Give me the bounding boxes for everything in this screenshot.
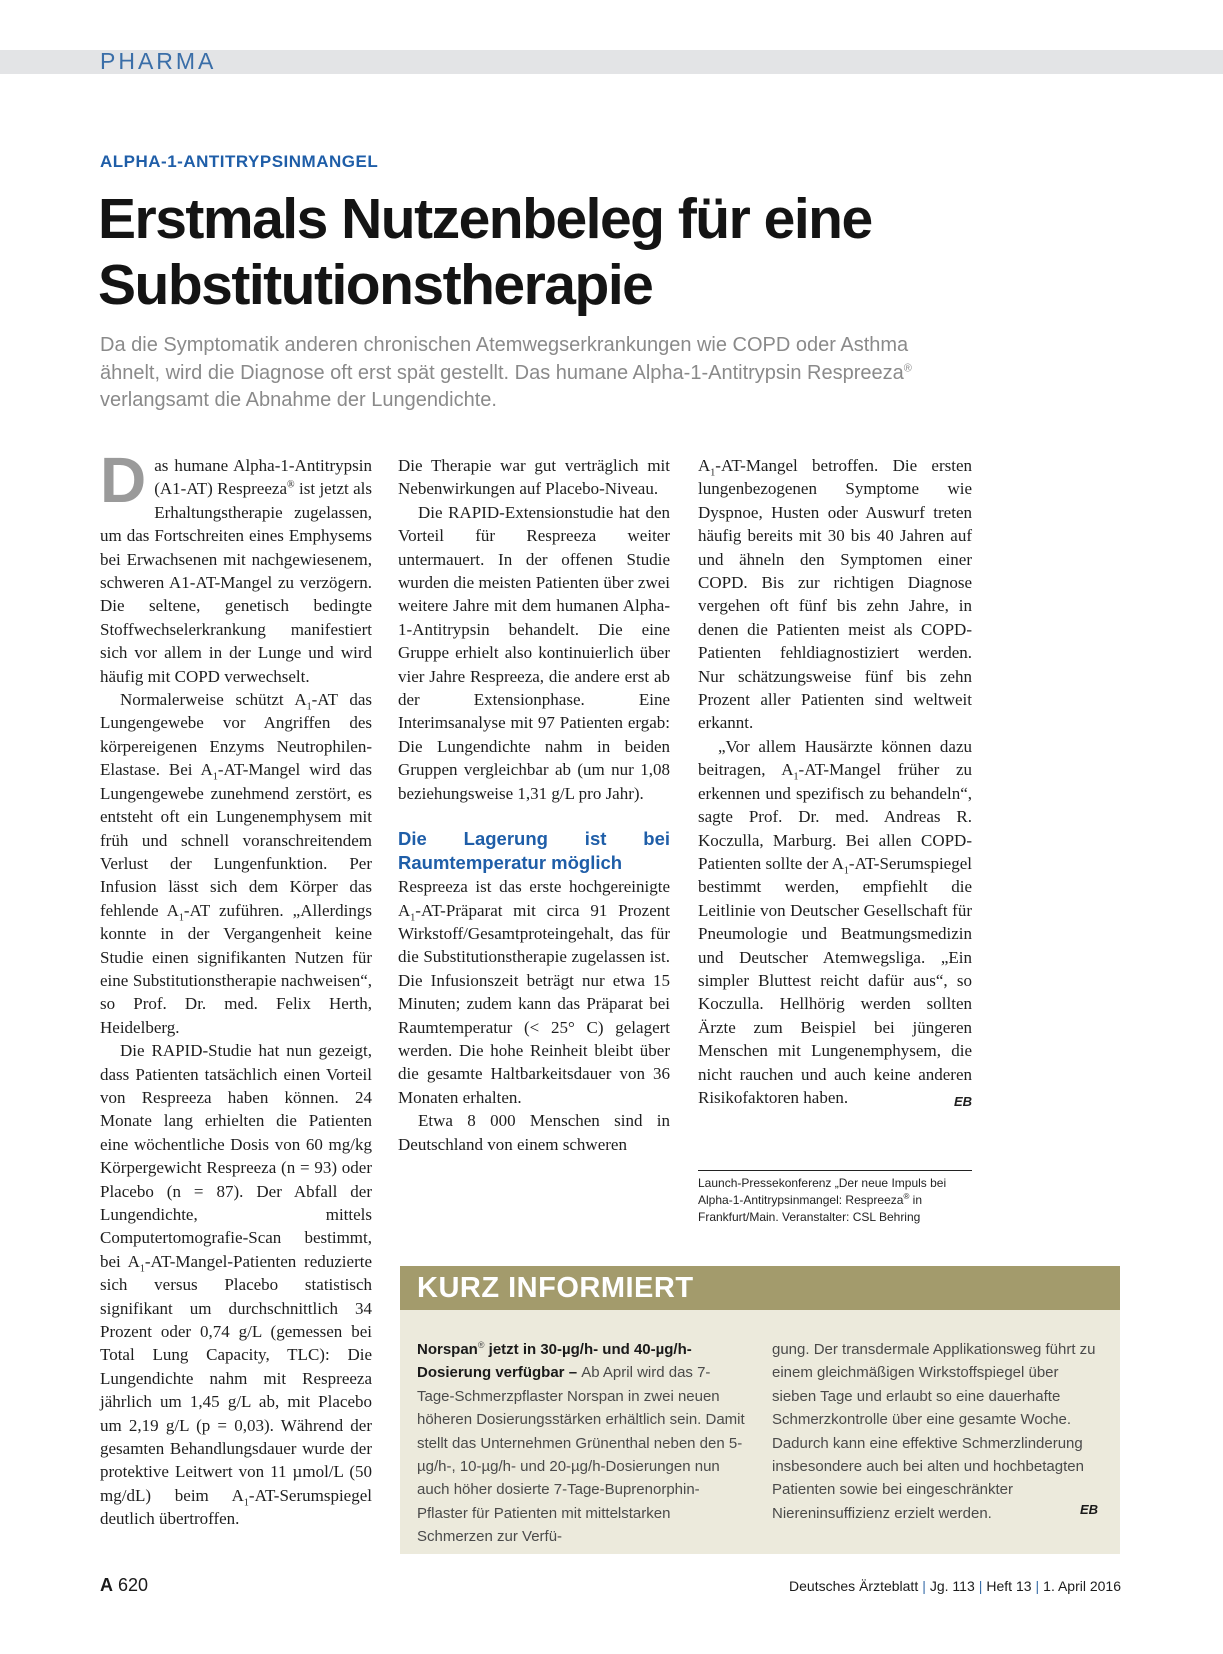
a1-subscript: 1 (212, 771, 218, 783)
source-text-2: in Frankfurt/Main. Veranstalter: CSL Behring (698, 1193, 923, 1224)
section-label: PHARMA (100, 48, 217, 74)
article-column-1 (100, 444, 373, 1531)
a1-subscript: 1 (243, 1497, 249, 1509)
journal-footer (789, 1578, 1121, 1594)
info-box-author: EB (1080, 1502, 1099, 1517)
info-box-column-2 (772, 1338, 1102, 1525)
info-box-text-1: Ab April wird das 7-Tage-Schmerzpflaster Norspan in zwei neuen höheren Dosierungsstärken erhältlich sein. Damit stellt das Unternehmen Grünenthal neben den 5-µg/h-, 10-µg/h- und 20-µg/h-Dosierungen nun auch höher dosierte 7-Tage-Buprenorphin-Pflaster für Patienten mit mittelstarken Schmerzen zur Verfü- (417, 1364, 745, 1546)
paragraph-5: Die RAPID-Extensionstudie hat den Vorteil für Respreeza weiter untermauert. In der offenen Studie wurden die meisten Patienten über zwei weitere Jahre mit dem humanen Alpha-1-Antitrypsin behandelt. Die eine Gruppe erhielt also kontinuierlich über vier Jahre Respreeza, die andere erst ab der Extensionphase. Eine Interimsanalyse mit 97 Patienten ergab: Die Lungendichte nahm in beiden Gruppen vergleichbar ab (um nur 1,08 beziehungsweise 1,31 g/L pro Jahr). (398, 502, 670, 803)
a1-letter: A (294, 690, 307, 710)
paragraph-6 (398, 875, 670, 1109)
lead-text-1: Da die Symptomatik anderen chronischen Atemwegserkrankungen wie COPD oder Asthma ähnelt, wird die Diagnose oft erst spät gestellt. Das humane Alpha-1-Antitrypsin Respreeza (100, 334, 909, 384)
text-run: -AT-Mangel früher zu erkennen und spezifisch zu behandeln“, sagte Prof. Dr. med. Andreas R. Koczulla, Marburg. Bei allen COPD-Patienten sollte der (698, 760, 972, 873)
text-run: -AT-Mangel-Patienten reduzierte sich versus Placebo statistisch signifikant um durchschnittlich 34 Prozent oder 0,74 g/L (gemessen bei Total Lung Capacity, TLC): Die Lungendichte nahm mit Respreeza jährlich um 1,45 g/L ab, mit Placebo um 2,19 g/L (p = 0,03). Während der gesamten Behandlungsdauer wurde der protektive Leitwert von 11 µmol/L (50 mg/dL) beim (100, 1251, 372, 1505)
text-run: -AT zuführen. „Allerdings konnte in der Vergangenheit keine Studie einen signifikanten Nutzen für eine Substitutionstherapie nachweisen“, so Prof. Dr. med. Felix Herth, Heidelberg. (100, 900, 372, 1037)
info-box (400, 1266, 1120, 1554)
paragraph-7-continued (698, 454, 972, 735)
text-run: -AT-Serumspiegel bestimmt werden, empfiehlt die Leitlinie von Deutscher Gesellschaft für Pneumologie und Beatmungsmedizin und Deutscher Atemwegsliga. „Ein simpler Bluttest reicht dafür aus“, so Koczulla. Hellhörig werden sollten Ärzte zum Beispiel bei jüngeren Menschen mit Lungenemphysem, die nicht rauchen und auch keine anderen Risikofaktoren haben. (698, 853, 972, 1107)
text-run: -AT-Serumspiegel deutlich übertroffen. (100, 1485, 372, 1529)
paragraph-8 (698, 735, 972, 1110)
a1-letter: A (831, 853, 844, 873)
drop-cap: D (100, 444, 147, 516)
journal-volume: Jg. 113 (929, 1578, 975, 1594)
article-column-3 (698, 454, 972, 1113)
article-headline (98, 186, 1098, 318)
text-run: -AT-Mangel betroffen. Die ersten lungenbezogenen Symptome wie Dyspnoe, Husten oder Auswurf treten häufig bereits mit 30 bis 40 Jahren auf und ähneln den Symptomen einer COPD. Bis zur richtigen Diagnose vergehen oft fünf bis zehn Jahre, in denen die Patienten meist als COPD-Patienten fehldiagnostiziert werden. Nur schätzungsweise fünf bis zehn Prozent aller Patienten sind weltweit erkannt. (698, 456, 972, 733)
a1-letter: A (231, 1485, 244, 1505)
a1-subscript: 1 (793, 771, 799, 783)
text-run: Normalerweise schützt (120, 690, 295, 710)
author-initials: EB (953, 1093, 972, 1109)
a1-subscript: 1 (843, 865, 849, 877)
page-number (100, 1575, 148, 1596)
a1-subscript: 1 (710, 467, 716, 479)
text-run: „Vor allem Hausärzte können dazu beitragen, (698, 736, 972, 780)
source-divider (698, 1170, 972, 1171)
info-box-bold-1: Norspan (417, 1341, 478, 1358)
a1-subscript: 1 (178, 912, 184, 924)
paragraph-7 (398, 1109, 670, 1156)
headline-line-2: Substitutionstherapie (98, 253, 653, 317)
journal-name: Deutsches Ärzteblatt (789, 1578, 919, 1594)
a1-letter: A (166, 900, 179, 920)
info-box-paragraph (417, 1338, 747, 1549)
a1-subscript: 1 (306, 701, 312, 713)
paragraph-3 (100, 1039, 372, 1531)
footer-separator: | (922, 1578, 926, 1594)
a1-letter: A (200, 760, 213, 780)
paragraph-1 (100, 444, 372, 688)
paragraph-4: Die Therapie war gut verträglich mit Nebenwirkungen auf Placebo-Niveau. (398, 456, 670, 499)
text-run: Etwa 8 000 Menschen sind in Deutschland von einem schweren (398, 1111, 670, 1154)
text-run: Respreeza ist das erste hochgereinigte (398, 877, 670, 897)
journal-date: 1. April 2016 (1043, 1578, 1121, 1594)
page-prefix: A (100, 1575, 113, 1595)
journal-issue: Heft 13 (986, 1578, 1032, 1594)
page-number-value: 620 (118, 1575, 149, 1595)
a1-letter: A (698, 456, 711, 475)
info-box-bold-2: jetzt in 30-µg/h- und 40-µg/h-Dosierung verfügbar – (417, 1341, 692, 1382)
article-column-2 (398, 454, 670, 1156)
paragraph-2 (100, 688, 372, 1039)
source-text-1: Launch-Pressekonferenz „Der neue Impuls bei Alpha-1-Antitrypsinmangel: Respreeza (698, 1176, 947, 1207)
registered-mark: ® (287, 479, 295, 491)
info-box-text-2: gung. Der transdermale Applikationsweg führt zu einem gleichmäßigen Wirkstoffspiegel über sieben Tage und erlaubt so eine dauerhafte Schmerzkontrolle über eine gesamte Woche. Dadurch kann eine effektive Schmerzlinderung insbesondere auch bei alten und hochbetagten Patienten sowie bei eingeschränkter Niereninsuffizienz erzielt werden. (772, 1341, 1096, 1522)
article-kicker: ALPHA-1-ANTITRYPSINMANGEL (100, 152, 379, 171)
info-box-column-1 (417, 1338, 747, 1549)
a1-subscript: 1 (410, 911, 416, 923)
headline-line-1: Erstmals Nutzenbeleg für eine (98, 187, 872, 251)
article-subhead: Die Lagerung ist bei Raumtemperatur möglich (398, 828, 670, 874)
info-box-header (400, 1266, 1120, 1310)
text-run: Die RAPID-Studie hat nun gezeigt, dass Patienten tatsächlich einen Vorteil von Respreeza haben können. 24 Monate lang erhielten die Patienten eine wöchentliche Dosis von 60 mg/kg Körpergewicht Respreeza (n = 93) oder Placebo (n = 87). Der Abfall der Lungendichte, mittels Computertomografie-Scan bestimmt, bei (100, 1041, 372, 1271)
lead-text-2: verlangsamt die Abnahme der Lungendichte. (100, 389, 497, 411)
registered-mark: ® (477, 1340, 485, 1350)
article-lead (100, 332, 960, 415)
text-run: as humane Alpha-1-Antitrypsin (A1-AT) Respreeza (154, 456, 372, 499)
text-run: ist jetzt als Erhaltungstherapie zugelassen, um das Fortschreiten eines Emphysems bei Erwachsenen mit nachgewiesenem, schweren A1-AT-Mangel zu verzögern. Die seltene, genetisch bedingte Stoffwechselerkrankung manifestiert sich vor allem in der Lunge und wird häufig mit COPD verwechselt. (100, 479, 372, 686)
footer-separator: | (1035, 1578, 1040, 1594)
footer-separator: | (978, 1578, 983, 1594)
text-run: -AT-Mangel wird das Lungengewebe zunehmend zerstört, es entsteht oft ein Lungenemphysem mit früh und schnell voranschreitendem Verlust der Lungenfunktion. Per Infusion lässt sich dem Körper das fehlende (100, 760, 373, 920)
a1-letter: A (398, 900, 411, 920)
a1-letter: A (127, 1251, 140, 1271)
a1-subscript: 1 (139, 1263, 145, 1275)
registered-mark: ® (903, 361, 912, 374)
a1-letter: A (781, 760, 794, 780)
info-box-title: KURZ INFORMIERT (417, 1272, 694, 1304)
source-note (698, 1175, 972, 1226)
text-run: -AT das Lungengewebe vor Angriffen des körpereigenen Enzyms Neutrophilen-Elastase. Bei (100, 690, 373, 780)
registered-mark: ® (903, 1192, 910, 1201)
text-run: -AT-Präparat mit circa 91 Prozent Wirkstoff/Gesamtproteingehalt, das für die Substitutionstherapie zugelassen ist. Die Infusionszeit beträgt nur etwa 15 Minuten; zudem kann das Präparat bei Raumtemperatur (< 25° C) gelagert werden. Die hohe Reinheit bleibt über die gesamte Haltbarkeitsdauer von 36 Monaten erhalten. (398, 900, 670, 1107)
